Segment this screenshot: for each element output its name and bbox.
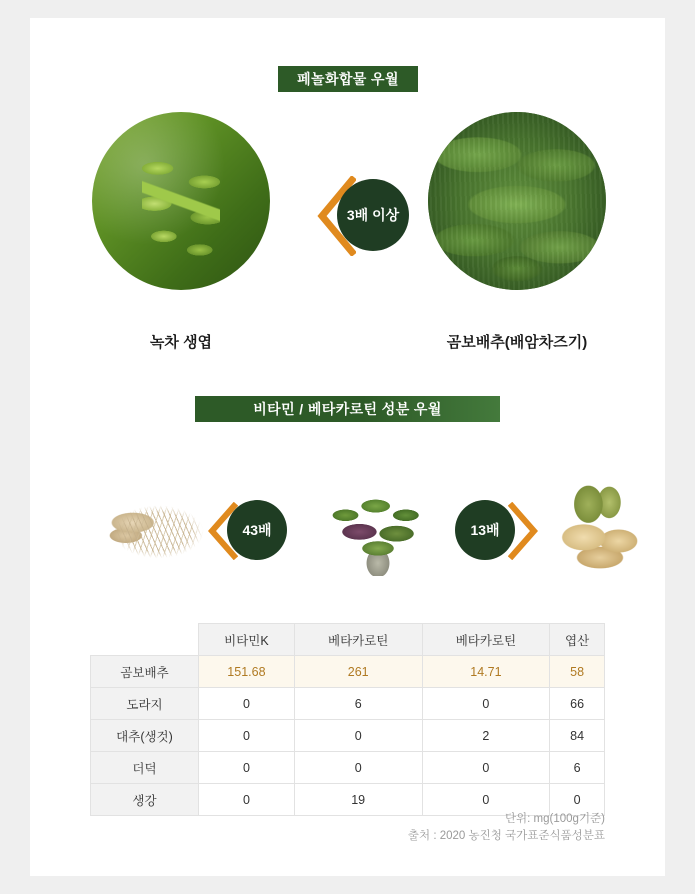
- table-cell: 0: [422, 752, 550, 784]
- table-cell: 261: [294, 656, 422, 688]
- table-cell: 84: [550, 720, 605, 752]
- table-cell: 0: [199, 784, 295, 816]
- table-cell: 0: [294, 752, 422, 784]
- section-banner-vitamin: [195, 396, 500, 422]
- section-banner-vitamin-label: 비타민 / 베타카로틴 성분 우월: [253, 401, 442, 417]
- vitamin-ratio-badge-right-label: 13배: [470, 522, 500, 538]
- table-cell: 66: [550, 688, 605, 720]
- vitamin-ratio-badge-left: [227, 500, 287, 560]
- table-header-cell: 엽산: [550, 624, 605, 656]
- table-cell: 2: [422, 720, 550, 752]
- green-tea-leaf-photo: [92, 112, 270, 290]
- table-cell: 0: [294, 720, 422, 752]
- caption-green-tea: 녹차 생엽: [149, 334, 213, 351]
- table-cell: 0: [422, 784, 550, 816]
- nutrition-table: [90, 623, 605, 816]
- table-cell: 151.68: [199, 656, 295, 688]
- table-header-cell: 베타카로틴: [294, 624, 422, 656]
- vitamin-ratio-badge-right: [455, 500, 515, 560]
- table-header-cell: 베타카로틴: [422, 624, 550, 656]
- table-cell: 14.71: [422, 656, 550, 688]
- caption-gombo-cabbage: 곰보배추(배암차즈기): [446, 334, 588, 351]
- footnote-unit: 단위: mg(100g기준): [504, 813, 605, 825]
- table-row-label: 대추(생것): [91, 720, 199, 752]
- ginger-photo: [542, 484, 658, 576]
- table-row-label: 생강: [91, 784, 199, 816]
- footnote-source: 출처 : 2020 농진청 국가표준식품성분표: [407, 830, 605, 842]
- table-cell: 0: [199, 752, 295, 784]
- ginseng-root-photo: [98, 484, 214, 576]
- phenol-ratio-badge-label: 3배 이상: [346, 207, 400, 223]
- table-row-label: 곰보배추: [91, 656, 199, 688]
- section-banner-phenol-label: 페놀화합물 우월: [297, 71, 399, 87]
- table-row: [91, 720, 605, 752]
- table-row-label: 더덕: [91, 752, 199, 784]
- table-cell: 6: [294, 688, 422, 720]
- table-row: [91, 656, 605, 688]
- gombo-cabbage-photo: [428, 112, 606, 290]
- table-row-label: 도라지: [91, 688, 199, 720]
- infographic-page: [30, 18, 665, 876]
- table-cell: 19: [294, 784, 422, 816]
- table-cell: 0: [422, 688, 550, 720]
- table-header-row: [91, 624, 605, 656]
- table-header-cell: [91, 624, 199, 656]
- table-header-cell: 비타민K: [199, 624, 295, 656]
- table-row: [91, 688, 605, 720]
- table-cell: 0: [199, 688, 295, 720]
- section-banner-phenol: [278, 66, 418, 92]
- table-cell: 58: [550, 656, 605, 688]
- table-cell: 6: [550, 752, 605, 784]
- table-cell: 0: [199, 720, 295, 752]
- vitamin-ratio-badge-left-label: 43배: [242, 522, 272, 538]
- phenol-ratio-badge: [337, 179, 409, 251]
- table-cell: 0: [550, 784, 605, 816]
- gombo-cabbage-bundle-photo: [320, 484, 436, 576]
- table-row: [91, 752, 605, 784]
